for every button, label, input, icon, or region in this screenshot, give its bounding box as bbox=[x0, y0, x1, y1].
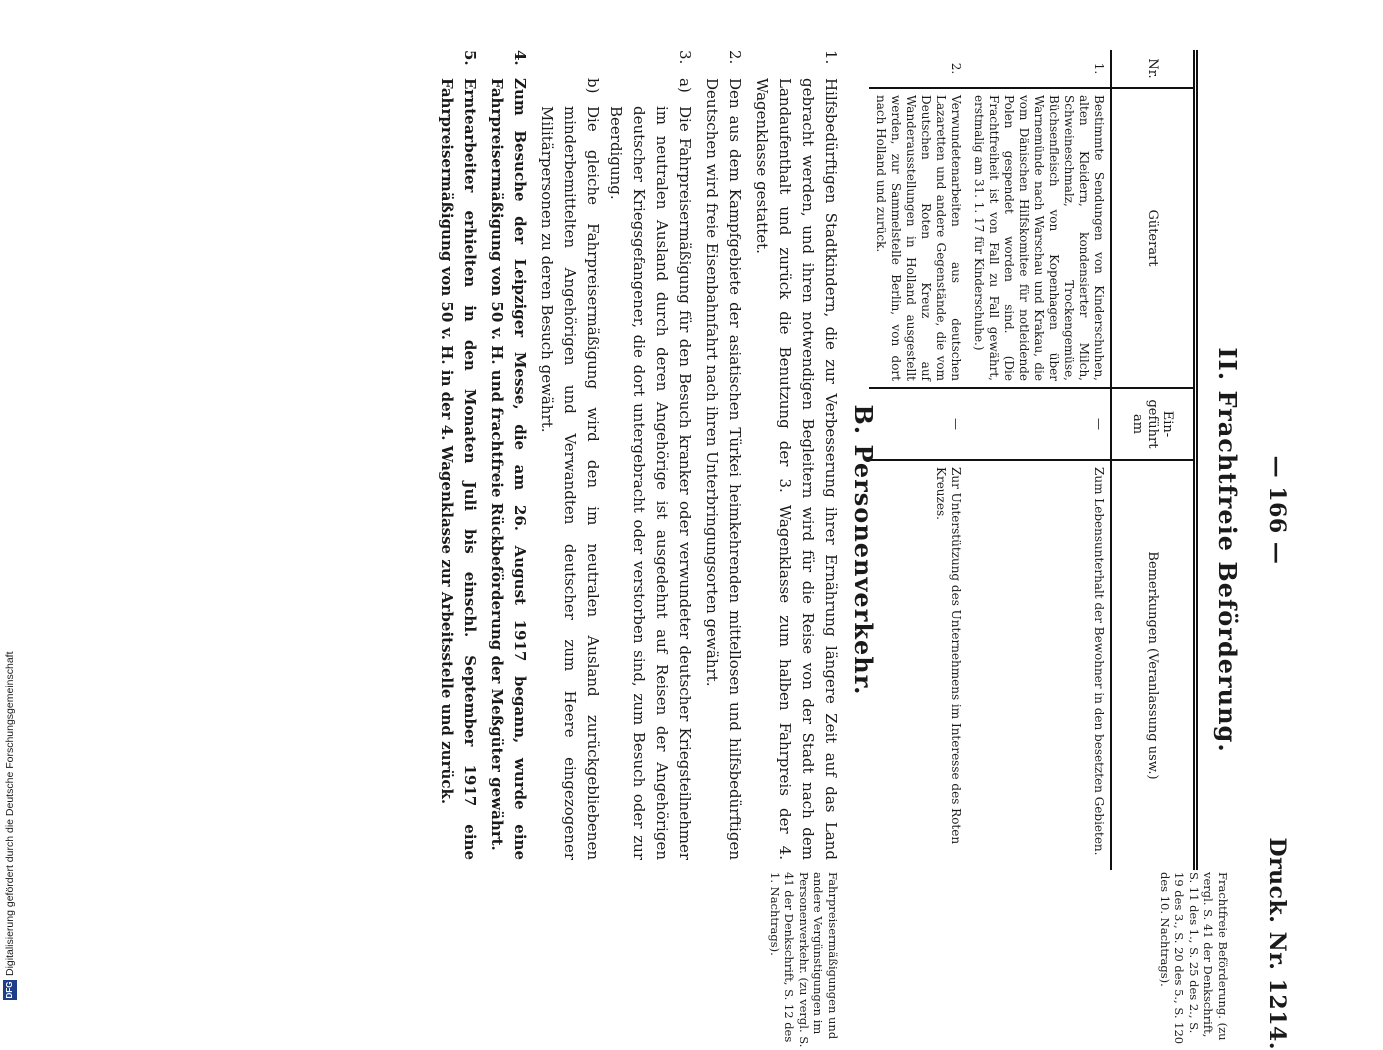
list-item bbox=[750, 50, 842, 860]
dfg-logo: DFG bbox=[3, 980, 17, 1000]
side-note-freight: Frachtfreie Beförderung. (zu vergl. S. 41 der Denkschrift, S. 11 des 1., S. 25 des 2., S. 19 des 3., S. 20 des 5., S. 120 des 10. Nachtrags). bbox=[1158, 872, 1230, 1045]
section-b-title: B. Personenverkehr. bbox=[849, 404, 878, 696]
page-number: — 166 — bbox=[1264, 455, 1290, 565]
item-number: 4. bbox=[511, 50, 529, 66]
item-text: Hilfsbedürftigen Stadtkindern, die zur Verbesserung ihrer Ernährung längere Zeit auf das Land gebracht werden, und ihren notwendigen Begleitern wird für die Reise von der Stadt nach dem Landaufenthalt und zurück die Benutzung der 3. Wagenklasse zum halben Fahrpreis der 4. Wagenklasse gestattet. bbox=[753, 78, 840, 860]
document-reference: Druck. Nr. 1214. bbox=[1264, 837, 1290, 1050]
table-row bbox=[967, 50, 1111, 870]
item-text: Zum Besuche der Leipziger Messe, die am 26. August 1917 begann, wurde eine Fahrpreisermäßigung von 50 v. H. und frachtfreie Rückbeförderung der Meßgüter gewährt. bbox=[488, 78, 529, 860]
remarks: Zum Lebensunterhalt der Bewohner in den besetzten Gebieten. bbox=[967, 460, 1111, 870]
list-item bbox=[485, 50, 531, 860]
list-item bbox=[435, 50, 481, 860]
col-header-remarks: Bemerkungen (Veranlassung usw.) bbox=[1111, 460, 1193, 870]
remarks: Zur Unterstützung des Unternehmens im Interesse des Roten Kreuzes. bbox=[869, 460, 967, 870]
item-number: 1. bbox=[822, 50, 840, 65]
goods-description: Verwundetenarbeiten aus deutschen Lazaretten und andere Gegenstände, die vom Deutschen Roten Kreuz auf Wanderausstellungen in Holland ausgestellt werden, zur Sammelstelle Berlin, von dort nach Holland und zurück. bbox=[869, 88, 967, 388]
col-header-goods: Güterart bbox=[1111, 88, 1193, 388]
sub-item-text: Die Fahrpreisermäßigung für den Besuch kranker oder verwundeter deutscher Kriegsteilnehmer im neutralen Ausland durch deren Angehörige ist ausgedehnt auf Reisen der Angehörigen deutscher Kriegsgefangener, die dort untergebracht oder verstorben sind, zum Besuch oder zur Beerdigung. bbox=[607, 106, 694, 860]
col-header-date: Ein-geführt am bbox=[1111, 388, 1193, 460]
sub-item bbox=[604, 78, 696, 860]
item-number: 3. bbox=[676, 50, 694, 65]
row-number: 2. bbox=[949, 62, 963, 75]
sub-item-text: Die gleiche Fahrpreisermäßigung wird den im neutralen Ausland zurückgebliebenen minderbemittelten Angehörigen und Verwandten deutscher zum Heere eingezogener Militärpersonen zu deren Besuch gewährt. bbox=[538, 106, 602, 860]
side-note-passenger: Fahrpreisermäßigungen und andere Vergünstigungen im Personenverkehr. (zu vergl. S. 41 der Denkschrift, S. 12 des 1. Nachtrags). bbox=[768, 872, 840, 1048]
scanned-page bbox=[140, 50, 1290, 1050]
introduced-date: — bbox=[869, 388, 967, 460]
passenger-list bbox=[431, 50, 842, 860]
sub-item-number: a) bbox=[676, 78, 694, 93]
list-item bbox=[535, 50, 696, 860]
table-top-rule bbox=[869, 50, 1198, 870]
credit-text: Digitalisierung gefördert durch die Deutsche Forschungsgemeinschaft bbox=[4, 651, 16, 976]
freight-table bbox=[869, 50, 1193, 870]
col-header-nr: Nr. bbox=[1111, 50, 1193, 88]
sub-item-number: b) bbox=[584, 78, 602, 94]
item-number: 2. bbox=[726, 50, 744, 65]
sub-item bbox=[535, 78, 604, 860]
item-text: Erntearbeiter erhielten in den Monaten Juli bis einschl. September 1917 eine Fahrpreisermäßigung von 50 v. H. in der 4. Wagenklasse zur Arbeitsstelle und zurück. bbox=[438, 78, 479, 860]
table-row bbox=[869, 50, 967, 870]
goods-description: Bestimmte Sendungen von Kinderschuhen, alten Kleidern, kondensierter Milch, Schweineschmalz, Trockengemüse, Büchsenfleisch von Kopenhagen über Warnemünde nach Warschau und Krakau, die vom Dänischen Hilfskomitee für notleidende Polen gespendet worden sind. (Die Frachtfreiheit ist von Fall zu Fall gewährt, erstmalig am 31. 1. 17 für Kinderschuhe.) bbox=[967, 88, 1111, 388]
item-text: Den aus dem Kampfgebiete der asiatischen Türkei heimkehrenden mittellosen und hilfsbedürftigen Deutschen wird freie Eisenbahnfahrt nach ihren Unterbringungsorten gewährt. bbox=[703, 78, 744, 860]
digitization-credit bbox=[0, 600, 20, 1000]
item-number: 5. bbox=[461, 50, 479, 66]
introduced-date: — bbox=[967, 388, 1111, 460]
list-item bbox=[700, 50, 746, 860]
section-title: II. Frachtfreie Beförderung. bbox=[1213, 347, 1242, 753]
row-number: 1. bbox=[1092, 62, 1106, 75]
